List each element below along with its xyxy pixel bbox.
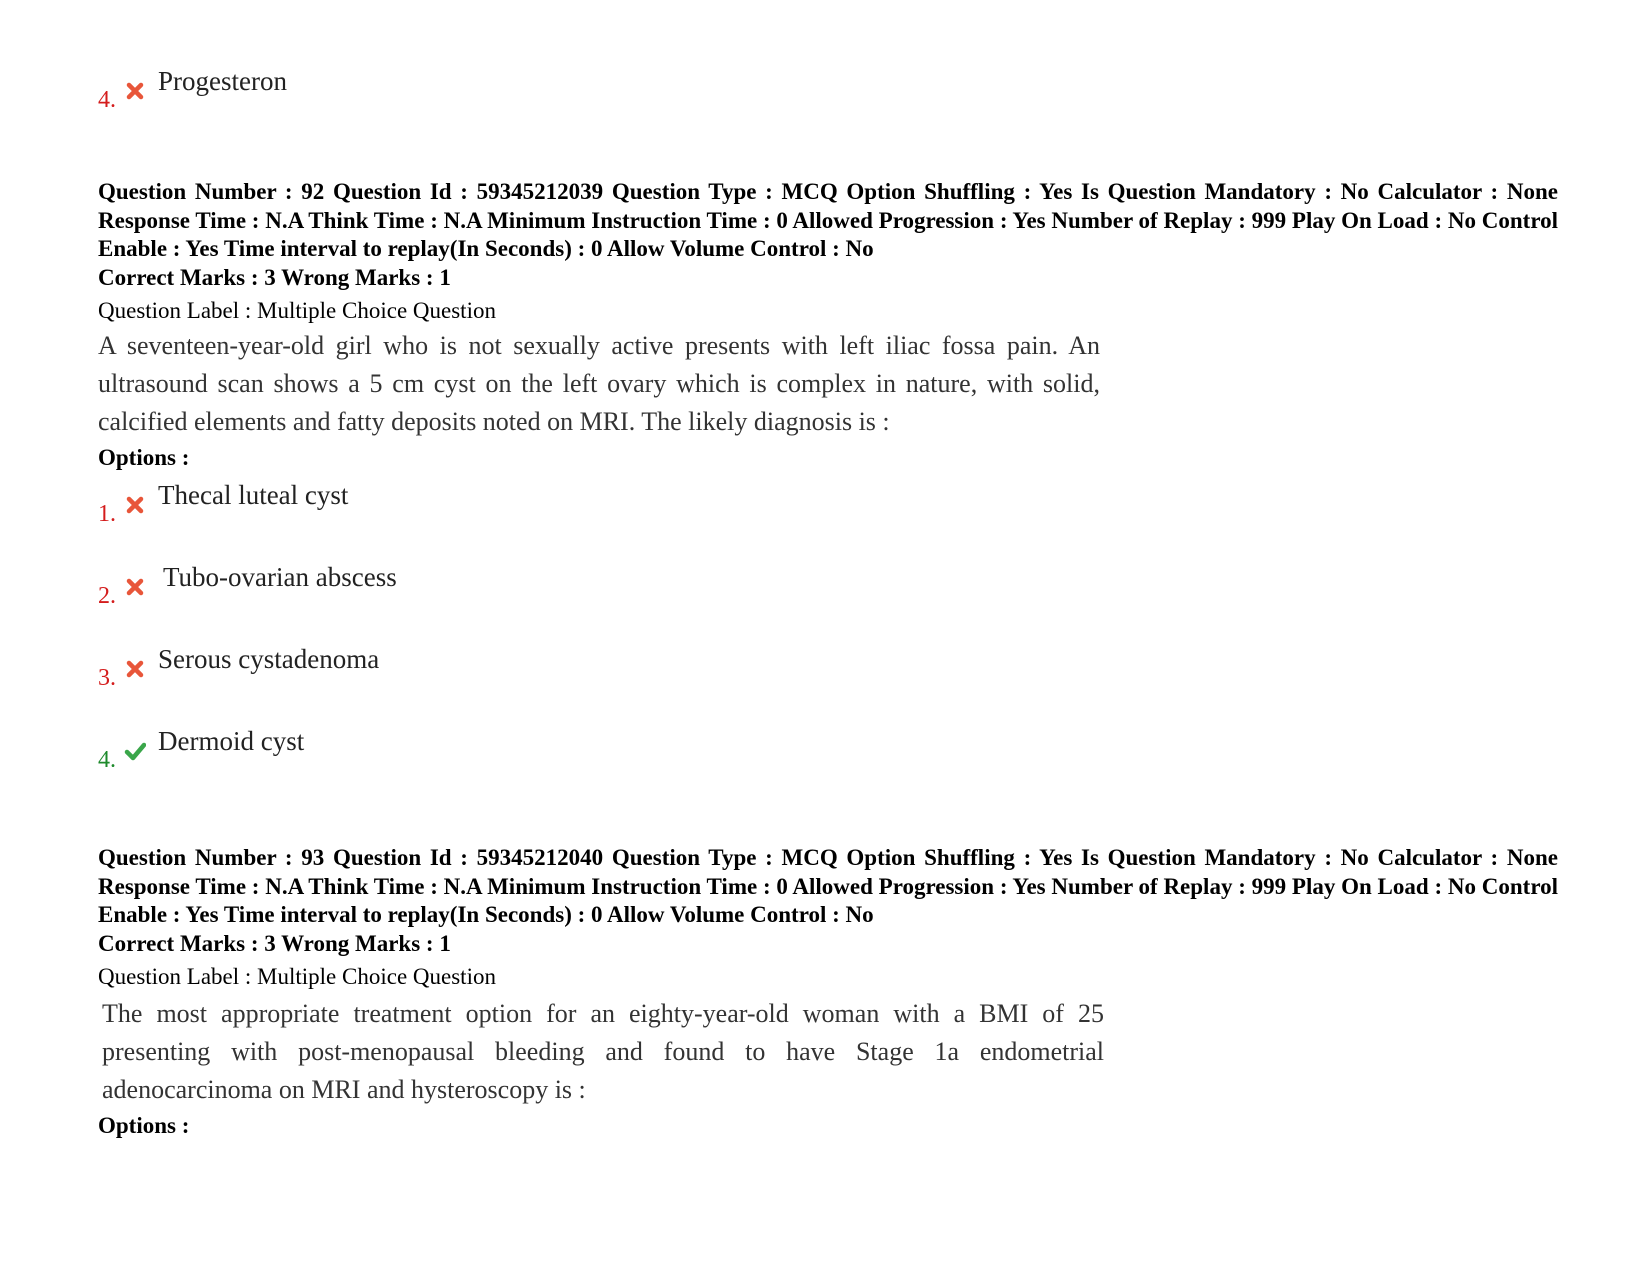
- cross-icon: [124, 494, 146, 516]
- options-header: Options :: [98, 1113, 190, 1138]
- question-label: Question Label : Multiple Choice Question: [98, 964, 496, 989]
- question-marks: Correct Marks : 3 Wrong Marks : 1: [98, 265, 451, 290]
- option-text: Progesteron: [158, 66, 287, 96]
- option-text: Dermoid cyst: [158, 726, 305, 756]
- question-meta: Question Number : 92 Question Id : 59345212039 Question Type : MCQ Option Shuffling : Yes Is Question Mandatory : No Calculator : None Response Time : N.A Think Time : N.A Minimum Instruction Time : 0 Allowed Progression : Yes Number of Replay : 999 Play On Load : No Control Enable : Yes Time interval to replay(In Seconds) : 0 Allow Volume Control : No: [98, 179, 1558, 261]
- option-text: Thecal luteal cyst: [158, 480, 349, 510]
- cross-icon: [124, 576, 146, 598]
- question-meta: Question Number : 93 Question Id : 59345212040 Question Type : MCQ Option Shuffling : Yes Is Question Mandatory : No Calculator : None Response Time : N.A Think Time : N.A Minimum Instruction Time : 0 Allowed Progression : Yes Number of Replay : 999 Play On Load : No Control Enable : Yes Time interval to replay(In Seconds) : 0 Allow Volume Control : No: [98, 845, 1558, 927]
- question-stem: The most appropriate treatment option for an eighty-year-old woman with a BMI of 25 presenting with post-menopausal bleeding and found to have Stage 1a endometrial adenocarcinoma on MRI and hysteroscopy is :: [102, 999, 1104, 1104]
- option-number: 2.: [98, 583, 116, 609]
- options-header: Options :: [98, 445, 190, 470]
- question-label: Question Label : Multiple Choice Question: [98, 298, 496, 323]
- question-stem: A seventeen-year-old girl who is not sexually active presents with left iliac fossa pain. An ultrasound scan shows a 5 cm cyst on the left ovary which is complex in nature, with solid, calcified elements and fatty deposits noted on MRI. The likely diagnosis is :: [98, 331, 1100, 436]
- option-number: 4.: [98, 87, 116, 113]
- cross-icon: [124, 80, 146, 102]
- option-text: Serous cystadenoma: [158, 644, 380, 674]
- cross-icon: [124, 658, 146, 680]
- option-number: 4.: [98, 747, 116, 773]
- option-number: 3.: [98, 665, 116, 691]
- question-marks: Correct Marks : 3 Wrong Marks : 1: [98, 931, 451, 956]
- check-icon: [124, 740, 146, 762]
- option-text: Tubo-ovarian abscess: [163, 562, 397, 592]
- option-number: 1.: [98, 501, 116, 527]
